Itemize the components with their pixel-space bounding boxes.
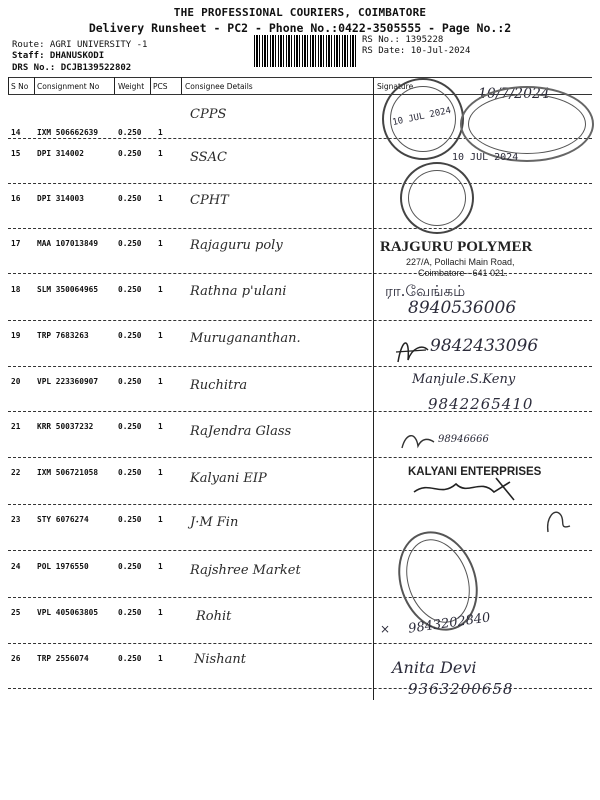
cross-mark: ×	[380, 622, 391, 636]
table-top-line	[8, 77, 592, 78]
row-sno: 22	[11, 468, 21, 477]
route-label: Route: AGRI UNIVERSITY -1	[12, 40, 148, 50]
rs-number: RS No.: 1395228	[362, 35, 444, 45]
row-separator	[8, 504, 592, 505]
row-consignee: Rathna p'ulani	[190, 284, 287, 299]
row-separator	[8, 320, 592, 321]
signature-name: Anita Devi	[392, 658, 477, 677]
row-pcs: 1	[158, 285, 163, 294]
row-weight: 0.250	[118, 468, 142, 477]
rajguru-stamp-city: Coimbatore - 641 021.	[418, 268, 508, 278]
row-consignment: DPI 314002	[37, 149, 84, 158]
col-sno: S No	[11, 82, 29, 91]
signature-tamil-name: ரா.வேங்கம்	[385, 282, 466, 300]
rajguru-stamp-address: 227/A, Pollachi Main Road,	[406, 257, 515, 267]
round-stamp	[400, 162, 474, 234]
row-separator	[8, 643, 592, 644]
signature-phone: 9842265410	[428, 395, 534, 413]
row-weight: 0.250	[118, 515, 142, 524]
col-pcs: PCS	[153, 82, 168, 91]
signature-phone: 9363200658	[408, 680, 514, 698]
row-pcs: 1	[158, 468, 163, 477]
row-weight: 0.250	[118, 562, 142, 571]
col-consignment: Consignment No	[37, 82, 100, 91]
col-weight: Weight	[118, 82, 145, 91]
row-weight: 0.250	[118, 422, 142, 431]
row-sno: 19	[11, 331, 21, 340]
row-separator	[8, 183, 592, 184]
runsheet-subtitle: Delivery Runsheet - PC2 - Phone No.:0422-3505555 - Page No.:2	[88, 21, 512, 35]
divider	[8, 77, 9, 94]
row-weight: 0.250	[118, 239, 142, 248]
row-pcs: 1	[158, 331, 163, 340]
divider	[34, 77, 35, 94]
row-pcs: 1	[158, 608, 163, 617]
row-consignment: VPL 223360907	[37, 377, 99, 386]
row-sno: 16	[11, 194, 21, 203]
row-weight: 0.250	[118, 608, 142, 617]
rajguru-stamp-name: RAJGURU POLYMER	[380, 239, 533, 255]
col-signature: Signature	[377, 82, 414, 91]
signature-phone: 8940536006	[408, 298, 517, 318]
row-sno: 18	[11, 285, 21, 294]
row-consignee: Rohit	[196, 609, 232, 624]
row-weight: 0.250	[118, 654, 142, 663]
divider	[114, 77, 115, 94]
signature-phone: 9843202840	[407, 610, 492, 637]
date-stamp: 10 JUL 2024	[452, 152, 519, 163]
barcode	[254, 35, 358, 67]
handwritten-date: 10/7/2024	[478, 86, 550, 102]
row-consignee: J·M Fin	[190, 515, 239, 530]
row-consignee: CPPS	[190, 107, 227, 122]
rs-date: RS Date: 10-Jul-2024	[362, 46, 471, 56]
row-weight: 0.250	[118, 331, 142, 340]
signature-name: Manjule.S.Keny	[412, 372, 516, 387]
divider	[373, 77, 374, 94]
row-pcs: 1	[158, 194, 163, 203]
row-sno: 14	[11, 128, 21, 137]
row-consignment: MAA 107013849	[37, 239, 99, 248]
row-consignment: VPL 405063805	[37, 608, 99, 617]
row-pcs: 1	[158, 654, 163, 663]
row-consignment: IXM 506662639	[37, 128, 99, 137]
row-sno: 21	[11, 422, 21, 431]
oval-stamp	[460, 86, 594, 162]
signature-scribble	[540, 504, 580, 534]
row-consignee: Rajshree Market	[190, 563, 301, 578]
row-consignment: IXM 506721058	[37, 468, 99, 477]
kalyani-stamp: KALYANI ENTERPRISES	[408, 466, 542, 478]
row-consignment: STY 6076274	[37, 515, 89, 524]
signature-scribble	[392, 330, 432, 370]
row-weight: 0.250	[118, 377, 142, 386]
row-consignee: RaJendra Glass	[190, 424, 292, 439]
row-pcs: 1	[158, 377, 163, 386]
col-consignee: Consignee Details	[185, 82, 253, 91]
signature-phone: 98946666	[438, 434, 489, 445]
row-sno: 17	[11, 239, 21, 248]
row-separator	[8, 366, 592, 367]
row-consignee: Murugananthan.	[190, 331, 301, 346]
row-consignee: Rajaguru poly	[190, 238, 283, 253]
table-row	[0, 190, 600, 236]
row-separator	[8, 550, 592, 551]
date-stamp: 10 JUL 2024	[391, 105, 452, 129]
row-consignment: DPI 314003	[37, 194, 84, 203]
row-pcs: 1	[158, 149, 163, 158]
row-consignee: SSAC	[190, 150, 227, 165]
row-pcs: 1	[158, 128, 163, 137]
staff-label: Staff: DHANUSKODI	[12, 51, 105, 61]
row-pcs: 1	[158, 422, 163, 431]
row-separator	[8, 597, 592, 598]
row-separator	[8, 228, 592, 229]
row-sno: 26	[11, 654, 21, 663]
row-consignment: TRP 7683263	[37, 331, 89, 340]
row-weight: 0.250	[118, 128, 142, 137]
row-consignee: Kalyani EIP	[190, 471, 267, 486]
row-sno: 24	[11, 562, 21, 571]
signature-phone: 9842433096	[430, 336, 539, 356]
row-pcs: 1	[158, 562, 163, 571]
signature-scribble	[398, 428, 438, 456]
row-weight: 0.250	[118, 285, 142, 294]
row-consignment: SLM 350064965	[37, 285, 99, 294]
row-weight: 0.250	[118, 149, 142, 158]
row-consignee: Nishant	[194, 652, 246, 667]
drs-number: DRS No.: DCJB139522802	[12, 63, 132, 73]
row-sno: 25	[11, 608, 21, 617]
row-separator	[8, 457, 592, 458]
row-consignee: CPHT	[190, 193, 229, 208]
row-sno: 20	[11, 377, 21, 386]
row-consignment: POL 1976550	[37, 562, 89, 571]
company-title: THE PROFESSIONAL COURIERS, COIMBATORE	[173, 6, 427, 19]
row-weight: 0.250	[118, 194, 142, 203]
row-sno: 23	[11, 515, 21, 524]
divider	[181, 77, 182, 94]
row-consignment: KRR 50037232	[37, 422, 94, 431]
divider	[150, 77, 151, 94]
signature-scribble	[410, 474, 520, 504]
row-pcs: 1	[158, 239, 163, 248]
row-consignment: TRP 2556074	[37, 654, 89, 663]
row-sno: 15	[11, 149, 21, 158]
row-pcs: 1	[158, 515, 163, 524]
row-consignee: Ruchitra	[190, 378, 248, 393]
